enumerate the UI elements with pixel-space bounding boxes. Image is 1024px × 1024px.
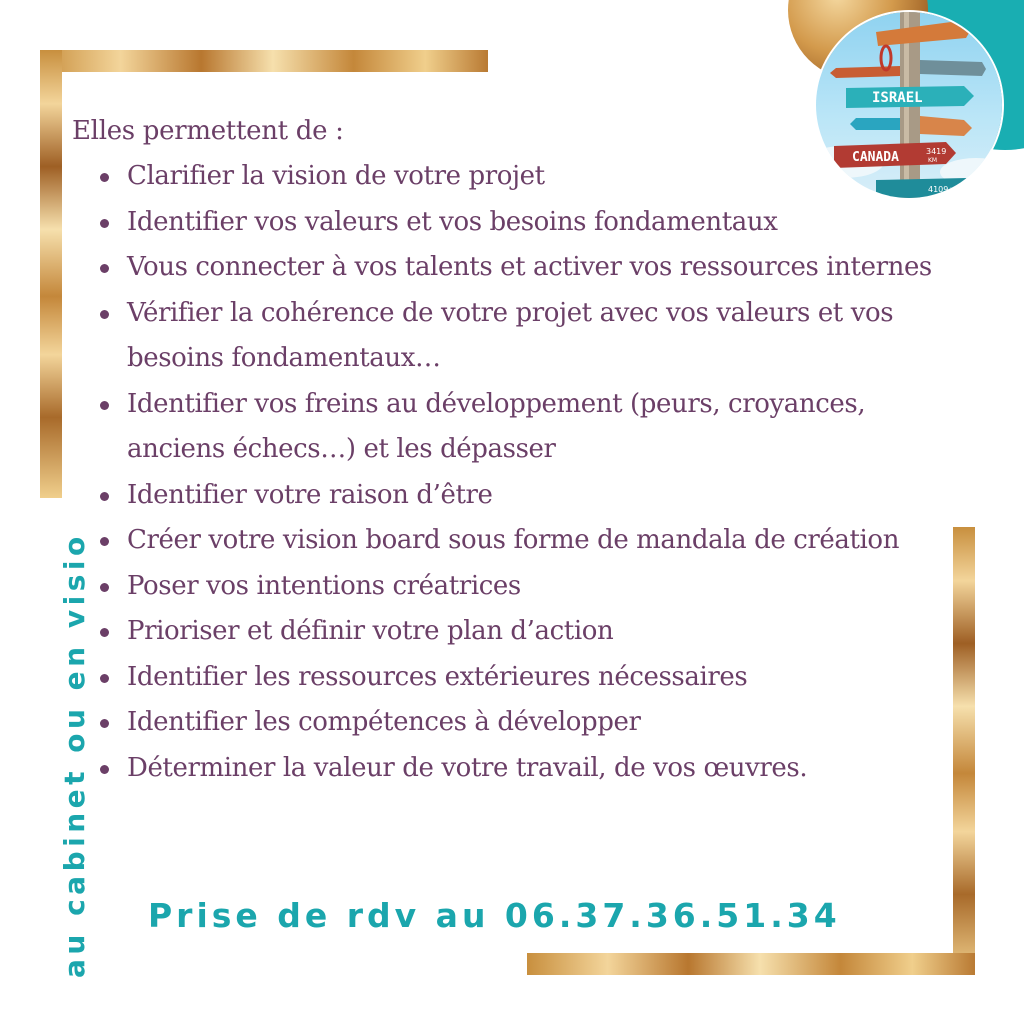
list-item (100, 200, 957, 246)
bullet-icon (100, 219, 109, 228)
sign-label-canada: CANADA (852, 150, 899, 165)
gold-frame-bottom-right-horizontal (527, 953, 975, 975)
bullet-icon (100, 264, 109, 273)
bullet-icon (100, 674, 109, 683)
list-item-text: Clarifier la vision de votre projet (127, 161, 545, 191)
list-item-text: Identifier vos freins au développement (peurs, croyances, anciens échecs…) et les dépasser (127, 388, 866, 464)
list-item (100, 746, 957, 792)
bullet-icon (100, 173, 109, 182)
benefits-section (72, 108, 952, 791)
sign-label-israel: ISRAEL (872, 90, 923, 106)
list-item-text: Vous connecter à vos talents et activer vos ressources internes (127, 252, 932, 282)
bullet-icon (100, 310, 109, 319)
bullet-icon (100, 537, 109, 546)
list-item (100, 518, 957, 564)
bullet-icon (100, 583, 109, 592)
benefits-list (72, 154, 952, 791)
list-item-text: Vérifier la cohérence de votre projet avec vos valeurs et vos besoins fondamentaux… (127, 297, 894, 373)
bullet-icon (100, 765, 109, 774)
sign-distance-1: 3419 (926, 147, 947, 156)
sign-distance-2: 4109 (928, 185, 949, 194)
list-item (100, 245, 957, 291)
list-item-text: Identifier vos valeurs et vos besoins fondamentaux (127, 206, 778, 237)
list-item (100, 700, 957, 746)
side-location-text: au cabinet ou en visio (58, 532, 91, 978)
intro-text: Elles permettent de : (72, 116, 344, 146)
list-item (100, 609, 957, 655)
list-item (100, 655, 957, 701)
bullet-icon (100, 719, 109, 728)
bullet-icon (100, 492, 109, 501)
gold-frame-top-left-horizontal (40, 50, 488, 72)
list-item-text: Identifier les compétences à développer (127, 707, 641, 737)
list-item (100, 291, 957, 382)
list-item-text: Prioriser et définir votre plan d’action (127, 616, 614, 646)
bullet-icon (100, 401, 109, 410)
sign-unit-1: KM (928, 157, 938, 164)
list-item-text: Poser vos intentions créatrices (127, 570, 521, 601)
appointment-phone-text: Prise de rdv au 06.37.36.51.34 (148, 896, 841, 935)
list-item-text: Identifier votre raison d’être (127, 479, 493, 510)
list-item (100, 154, 960, 200)
gold-frame-top-left-vertical (40, 50, 62, 498)
list-item-text: Déterminer la valeur de votre travail, de vos œuvres. (127, 752, 808, 783)
list-item (100, 382, 957, 473)
bullet-icon (100, 628, 109, 637)
list-item (100, 473, 957, 519)
list-item-text: Identifier les ressources extérieures nécessaires (127, 661, 748, 692)
list-item (100, 564, 957, 610)
list-item-text: Créer votre vision board sous forme de mandala de création (127, 525, 900, 555)
sign-unit-2: KM (950, 187, 960, 194)
